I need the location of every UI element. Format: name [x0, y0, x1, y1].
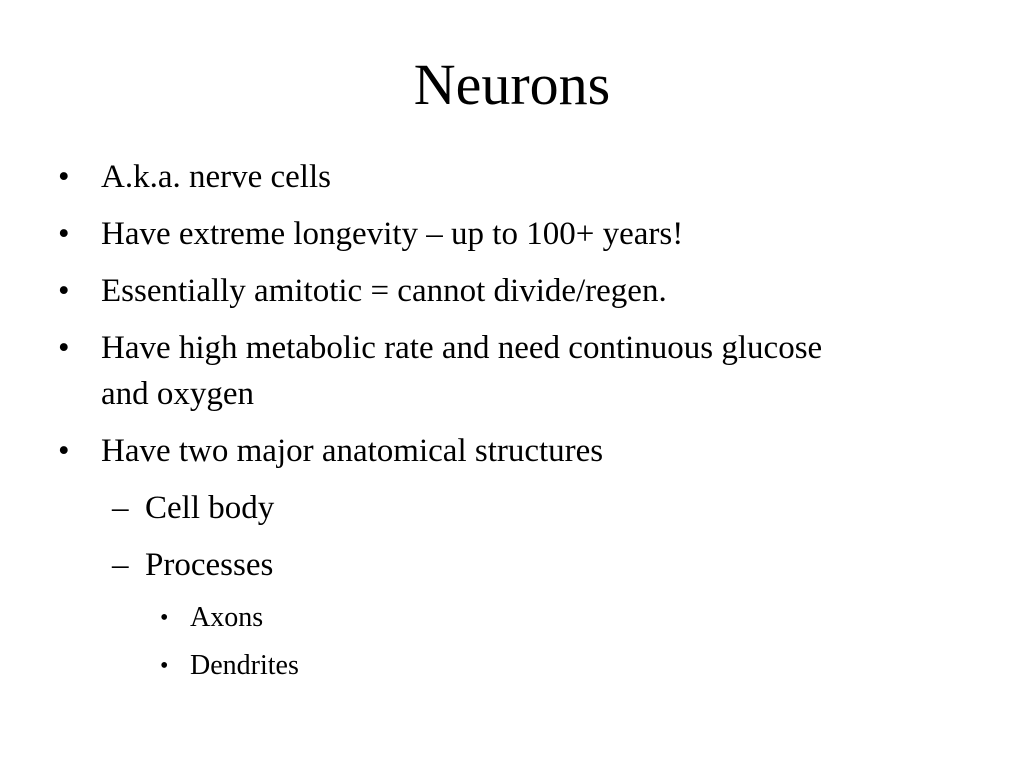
sub-bullet-text: Cell body [145, 490, 275, 526]
bullet-icon: • [58, 433, 70, 469]
bullet-icon: • [58, 273, 70, 309]
sub-sub-bullet-text: Axons [190, 602, 264, 633]
sub-bullet-text: Processes [145, 547, 274, 583]
slide-title: Neurons [413, 52, 611, 117]
bullet-icon: • [58, 330, 70, 366]
sub-sub-bullet-text: Dendrites [190, 650, 299, 681]
bullet-icon: • [160, 605, 169, 631]
bullet-text: Essentially amitotic = cannot divide/regen. [101, 273, 667, 309]
sub-bullet-item [0, 485, 1024, 531]
sub-sub-bullet-item [0, 647, 1024, 685]
sub-bullet-item [0, 542, 1024, 588]
bullet-icon: • [160, 653, 169, 679]
dash-icon: – [112, 490, 129, 526]
bullet-icon: • [58, 216, 70, 252]
bullet-item [0, 325, 861, 417]
bullet-text: Have extreme longevity – up to 100+ years! [101, 216, 684, 252]
bullet-item [0, 211, 861, 257]
bullet-list [0, 154, 1024, 695]
bullet-text: A.k.a. nerve cells [101, 159, 331, 195]
dash-icon: – [112, 547, 129, 583]
bullet-icon: • [58, 159, 70, 195]
sub-sub-bullet-item [0, 599, 1024, 637]
bullet-item [0, 154, 861, 200]
bullet-text: Have two major anatomical structures [101, 433, 604, 469]
bullet-item [0, 268, 861, 314]
bullet-item [0, 428, 861, 474]
bullet-text: Have high metabolic rate and need continuous glucose and oxygen [101, 330, 823, 412]
